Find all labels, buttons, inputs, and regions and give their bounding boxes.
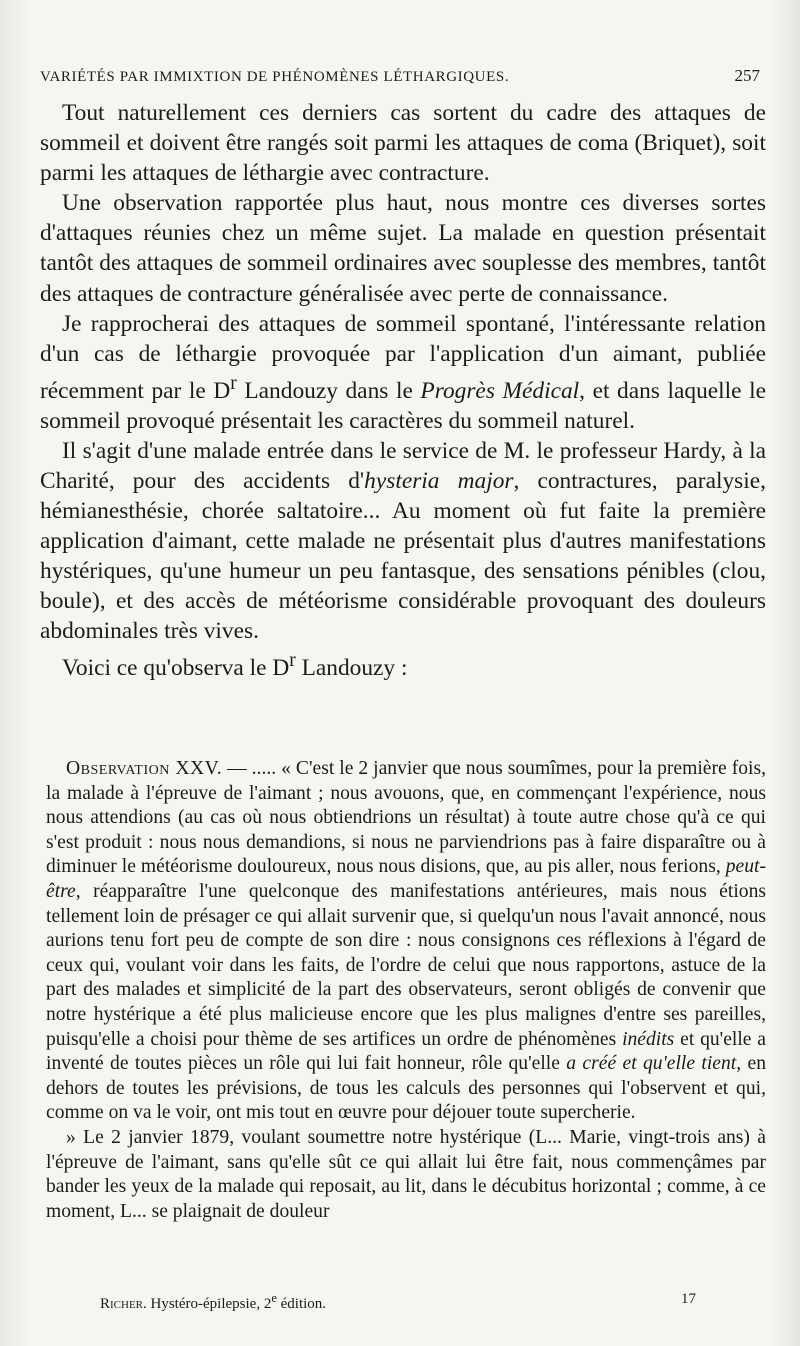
paragraph-5 xyxy=(40,646,766,683)
observation-block xyxy=(46,757,766,1224)
journal-title: Progrès Médical xyxy=(420,377,580,404)
paragraph-5-text-a: Voici ce qu'observa le D xyxy=(62,655,290,682)
paragraph-1-text: Tout naturellement ces derniers cas sortent du cadre des attaques de sommeil et doivent être rangés soit parmi les attaques de coma (Briquet), soit parmi les attaques de léthargie avec contracture. xyxy=(40,100,766,187)
footer-edition: édition. xyxy=(276,1296,327,1312)
doctor-superscript: r xyxy=(289,650,296,672)
page-number: 257 xyxy=(734,66,760,85)
observation-label: Observation XXV. xyxy=(66,758,223,779)
observation-text-b: , réapparaître l'une quelconque des manifestations antérieures, mais nous étions tellement loin de présager ce qui allait survenir que, si quelqu'un nous l'avait annoncé, nous aurions tenu fort peu de compte de son dire : nous consignons ces réflexions à l'égard de ceux qui, voulant voir dans les faits, de l'ordre de celui que nous rapportons, astuce de la part des malades et simplicité de la part des observateurs, seront obligés de convenir que notre hystérique a été plus malicieuse encore que les plus malignes d'entre ses pareilles, puisqu'elle a choisi pour thème de ses artifices un ordre de phénomènes xyxy=(46,880,766,1050)
main-text xyxy=(40,98,766,683)
footer-edition-superscript: e xyxy=(271,1291,277,1305)
paragraph-5-text-b: Landouzy : xyxy=(295,655,408,682)
observation-text-a: — ..... « C'est le 2 janvier que nous soumîmes, pour la première fois, la malade à l'épreuve de l'aimant ; nous avouons, que, en commençant l'expérience, nous nous attendions (au cas où nous obtiendrions un résultat) à toute autre chose qu'à ce qui s'est produit : nous nous demandions, si nous ne parviendrions pas à faire disparaître ou à diminuer le météorisme douloureux, nous nous disions, que, au pis aller, nous ferions, xyxy=(46,758,766,878)
footer-book-title: Hystéro-épilepsie, 2 xyxy=(150,1296,272,1312)
observation-paragraph-2 xyxy=(46,1126,766,1224)
observation-text-c: et qu'elle a inventé de toutes pièces un rôle qui lui fait honneur, rôle qu'elle xyxy=(46,1028,767,1075)
doctor-superscript: r xyxy=(230,372,237,394)
observation-text-d: , en dehors de toutes les prévisions, de tous les calculs des personnes qui l'observent et qui, comme on va le voir, ont mis tout en œuvre pour déjouer toute supercherie. xyxy=(46,1053,766,1124)
paragraph-3-text-a: Je rapprocherai des attaques de sommeil spontané, l'intéressante relation d'un cas de léthargie provoquée par l'application d'un aimant, publiée récemment par le D xyxy=(40,310,766,404)
signature-mark: 17 xyxy=(681,1291,696,1307)
paragraph-4-text-b: , contractures, paralysie, hémianesthésie, chorée saltatoire... Au moment où fut faite la première application d'aimant, cette malade ne présentait plus d'autres manifestations hystériques, qu'une humeur un peu fantasque, des sensations pénibles (clou, boule), et des accès de météorisme considérable provoquant des douleurs abdominales très vives. xyxy=(40,467,766,645)
page-footer xyxy=(100,1291,696,1313)
observation-italic-3: a créé et qu'elle tient xyxy=(566,1053,737,1075)
paragraph-2-text: Une observation rapportée plus haut, nous montre ces diverses sortes d'attaques réunies chez un même sujet. La malade en question présentait tantôt des attaques de sommeil ordinaires avec souplesse des membres, tantôt des attaques de contracture généralisée avec perte de connaissance. xyxy=(40,190,766,307)
paragraph-3-text-b: Landouzy dans le xyxy=(236,377,421,404)
running-title: VARIÉTÉS PAR IMMIXTION DE PHÉNOMÈNES LÉTHARGIQUES. xyxy=(40,69,510,85)
hysteria-major-term: hysteria major xyxy=(364,467,514,494)
paragraph-2 xyxy=(40,188,766,308)
observation-italic-1: peut-être xyxy=(46,856,766,902)
observation-text-2: » Le 2 janvier 1879, voulant soumettre notre hystérique (L... Marie, vingt-trois ans) à l'épreuve de l'aimant, sans qu'elle sût ce qui allait lui être fait, nous commençâmes par bander les yeux de la malade qui reposait, au lit, dans le décubitus horizontal ; comme, à ce moment, L... se plaignait de douleur xyxy=(46,1126,766,1222)
running-head xyxy=(40,66,760,86)
footer-citation xyxy=(100,1291,326,1313)
observation-paragraph-1 xyxy=(46,757,766,1126)
paragraph-1 xyxy=(40,98,766,188)
footer-author: Richer. xyxy=(100,1296,147,1312)
paragraph-4 xyxy=(40,436,766,647)
paragraph-3-text-c: , et dans laquelle le sommeil provoqué présentait les caractères du sommeil naturel. xyxy=(40,377,766,434)
paragraph-4-text-a: Il s'agit d'une malade entrée dans le service de M. le professeur Hardy, à la Charité, pour des accidents d' xyxy=(40,437,766,494)
observation-italic-2: inédits xyxy=(622,1028,675,1050)
paragraph-3 xyxy=(40,309,766,436)
